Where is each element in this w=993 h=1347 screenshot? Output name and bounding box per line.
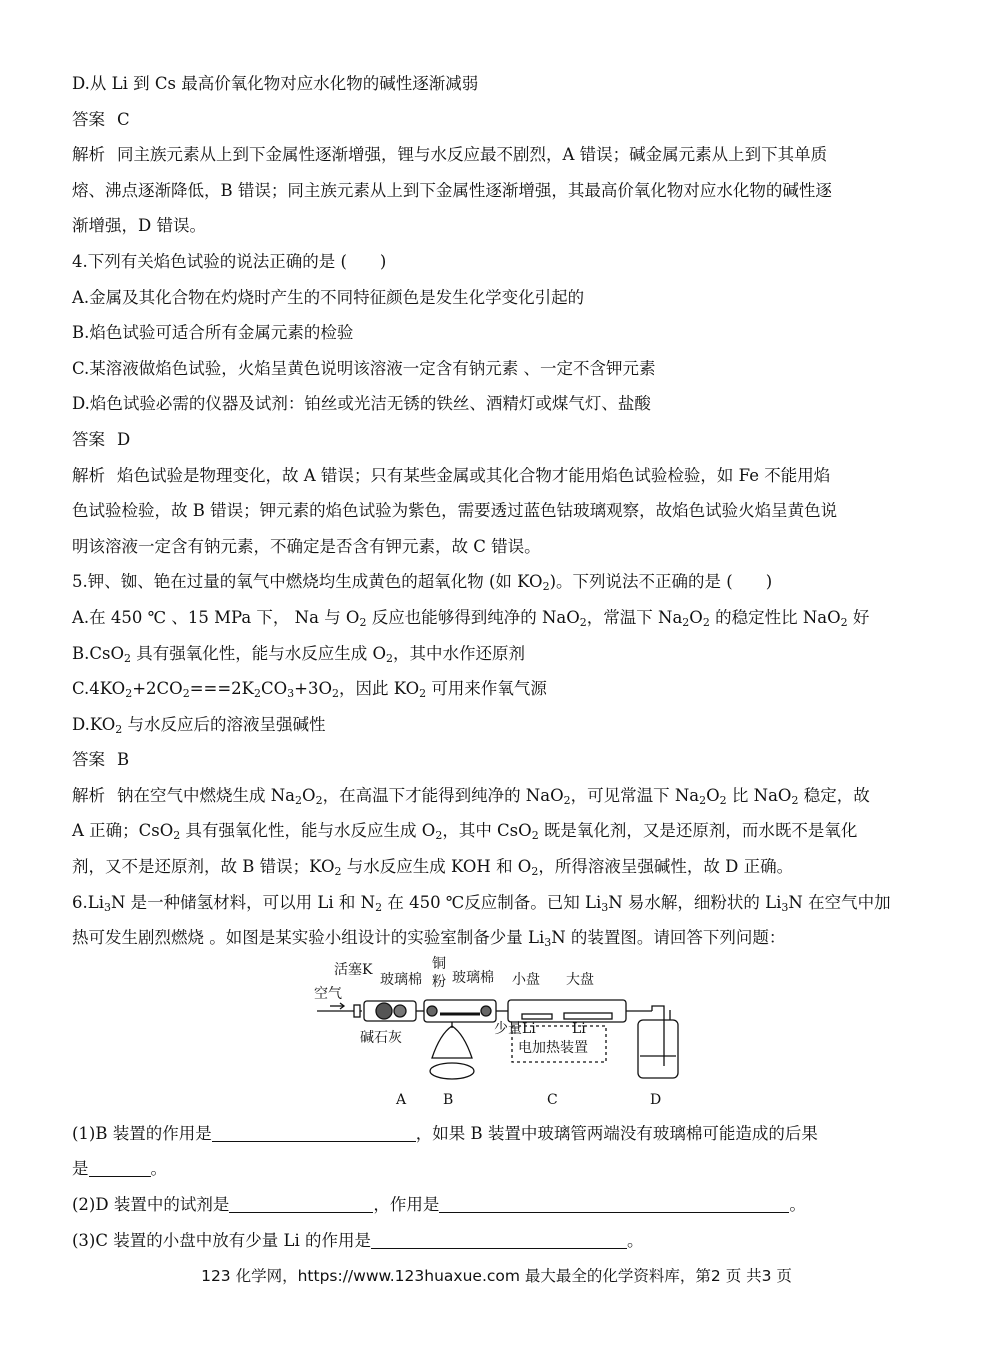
q6-sub3: (3)C 装置的小盘中放有少量 Li 的作用是 。 — [72, 1230, 644, 1250]
q4-option-c: C.某溶液做焰色试验，火焰呈黄色说明该溶液一定含有钠元素 、一定不含钾元素 — [72, 358, 656, 378]
answer-blank-1[interactable] — [212, 1123, 416, 1142]
q3-analysis-line-1: 解析 同主族元素从上到下金属性逐渐增强，锂与水反应最不剧烈，A 错误；碱金属元素从上到下其单质 — [72, 145, 828, 165]
q6-sub1-line-2: 是 。 — [72, 1159, 167, 1179]
label-li: Li — [572, 1020, 586, 1037]
answer-blank-3[interactable] — [229, 1194, 373, 1213]
q6-sub1-line-1: (1)B 装置的作用是 ，如果 B 装置中玻璃管两端没有玻璃棉可能造成的后果 — [72, 1123, 818, 1143]
label-heater: 电加热装置 — [518, 1039, 588, 1056]
label-glass-wool-1: 玻璃棉 — [380, 971, 422, 988]
label-powder: 粉 — [432, 973, 446, 990]
document-body — [72, 66, 922, 1258]
label-air: 空气 — [314, 985, 342, 1002]
label-glass-wool-2: 玻璃棉 — [452, 969, 494, 986]
label-small-dish: 小盘 — [512, 971, 540, 988]
q5-analysis-line-1: 解析 钠在空气中燃烧生成 $Na_2O_2$，在高温下才能得到纯净的 NaO$_2$，可见常温下 $Na_2O_2$ 比 NaO$_2$ 稳定，故 — [72, 785, 870, 807]
label-c: C — [547, 1091, 558, 1108]
valve-k — [354, 1005, 360, 1017]
q5-option-a: A.在 450 ℃ 、15 MPa 下， Na 与 $O_2$ 反应也能够得到纯净的 NaO$_2$，常温下 $Na_2O_2$ 的稳定性比 NaO$_2$ 好 — [72, 607, 870, 629]
label-a: A — [396, 1091, 407, 1108]
q4-answer: 答案 D — [72, 429, 131, 449]
label-soda-lime: 碱石灰 — [360, 1029, 402, 1046]
glass-wool-a — [394, 1005, 406, 1017]
q4-analysis-line-2: 色试验检验，故 B 错误；钾元素的焰色试验为紫色，需要透过蓝色钴玻璃观察，故焰色试验火焰呈黄色说 — [72, 501, 838, 521]
label-large-dish: 大盘 — [566, 971, 594, 988]
q4-option-a: A.金属及其化合物在灼烧时产生的不同特征颜色是发生化学变化引起的 — [72, 287, 585, 307]
q3-analysis-line-3: 渐增强，D 错误。 — [72, 216, 206, 236]
label-d: D — [650, 1091, 662, 1108]
label-valve: 活塞K — [334, 961, 373, 978]
answer-blank-2[interactable] — [89, 1158, 151, 1177]
glass-wool-b1 — [427, 1006, 437, 1016]
q3-answer: 答案 C — [72, 109, 130, 129]
q5-analysis-line-2: A 正确；CsO$_2$ 具有强氧化性，能与水反应生成 $O_2$，其中 CsO$_2$ 既是氧化剂，又是还原剂，而水既不是氧化 — [72, 821, 858, 843]
q5-option-b: B.CsO$_2$ 具有强氧化性，能与水反应生成 $O_2$，其中水作还原剂 — [72, 643, 526, 665]
q4-analysis-line-1: 解析 焰色试验是物理变化，故 A 错误；只有某些金属或其化合物才能用焰色试验检验，如 Fe 不能用焰 — [72, 465, 831, 485]
q4-option-b: B.焰色试验可适合所有金属元素的检验 — [72, 323, 354, 343]
glass-wool-b2 — [481, 1006, 491, 1016]
label-b: B — [443, 1091, 454, 1108]
large-dish — [564, 1013, 612, 1019]
q5-answer: 答案 B — [72, 750, 130, 770]
q5-stem: 5.钾、铷、铯在过量的氧气中燃烧均生成黄色的超氧化物 (如 $KO_2$)。下列说法不正确的是 ( ) — [72, 572, 773, 594]
alcohol-lamp — [430, 1063, 474, 1079]
outlet-tube — [652, 1006, 664, 1016]
label-small-li: 少量Li — [494, 1020, 536, 1037]
apparatus-figure — [72, 956, 922, 1116]
q6-sub2: (2)D 装置中的试剂是 ，作用是 。 — [72, 1195, 806, 1215]
small-dish — [522, 1014, 552, 1019]
q6-stem-line-1: $6.Li_3N$ 是一种储氢材料，可以用 Li 和 $N_2$ 在 450 ℃反应制备。已知 $Li_3N$ 易水解，细粉状的 $Li_3N$ 在空气中加 — [72, 892, 891, 914]
answer-blank-4[interactable] — [439, 1194, 789, 1213]
label-copper: 铜 — [432, 955, 446, 972]
q6-stem-line-2: 热可发生剧烈燃烧 。如图是某实验小组设计的实验室制备少量 $Li_3N$ 的装置图。请回答下列问题： — [72, 928, 786, 950]
flame — [432, 1026, 472, 1058]
q3-option-d: D.从 Li 到 Cs 最高价氧化物对应水化物的碱性逐渐减弱 — [72, 74, 479, 93]
bottle-d — [638, 1020, 678, 1078]
q5-option-c: $C.4KO_2+2CO_2===2K_2CO_3+3O_2$，因此 $KO_2$ 可用来作氧气源 — [72, 679, 547, 701]
q3-analysis-line-2: 熔、沸点逐渐降低，B 错误；同主族元素从上到下金属性逐渐增强，其最高价氧化物对应水化物的碱性逐 — [72, 180, 832, 200]
q5-analysis-line-3: 剂，又不是还原剂，故 B 错误；$KO_2$ 与水反应生成 KOH 和 $O_2$，所得溶液呈强碱性，故 D 正确。 — [72, 857, 794, 879]
page-footer: 123 化学网，https://www.123huaxue.com 最大最全的化学资料库，第2 页 共3 页 — [201, 1267, 792, 1285]
q5-option-d: $D.KO_2$ 与水反应后的溶液呈强碱性 — [72, 714, 326, 736]
answer-blank-5[interactable] — [371, 1230, 627, 1249]
q4-stem: 4.下列有关焰色试验的说法正确的是 ( ) — [72, 251, 387, 271]
soda-lime — [376, 1003, 392, 1019]
q4-option-d: D.焰色试验必需的仪器及试剂：铂丝或光洁无锈的铁丝、酒精灯或煤气灯、盐酸 — [72, 394, 651, 414]
q4-analysis-line-3: 明该溶液一定含有钠元素，不确定是否含有钾元素，故 C 错误。 — [72, 536, 541, 556]
